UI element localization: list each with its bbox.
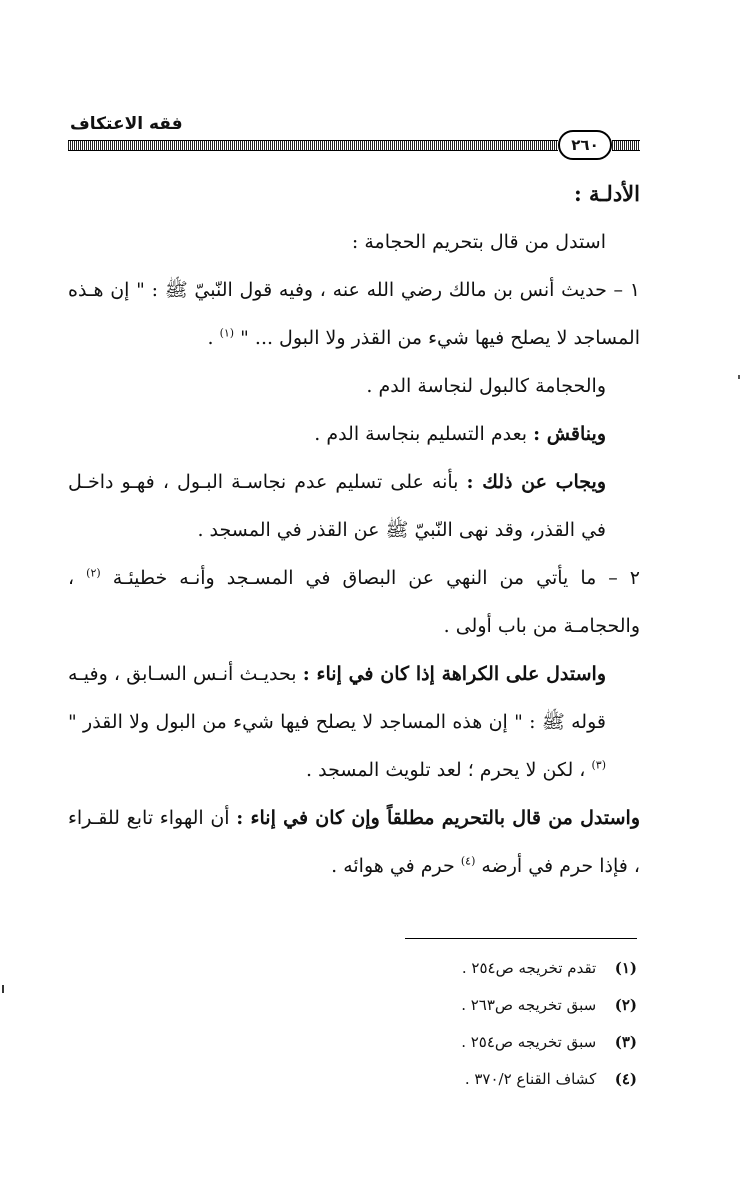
header-rule (68, 140, 558, 151)
paragraph-8-end: حرم في هوائه . (331, 855, 455, 877)
running-title: فقه الاعتكاف (70, 114, 183, 134)
footnote-ref-3: (٣) (591, 758, 606, 772)
paragraph-4-text: بعدم التسليم بنجاسة الدم . (314, 423, 528, 445)
section-heading: الأدلـة : (573, 181, 640, 206)
paragraph-1: استدل من قال بتحريم الحجامة : (351, 231, 606, 253)
paragraph-6-end: ، والحجامـة من باب أولى . (68, 567, 640, 637)
footnote-text: تقدم تخريجه ص٢٥٤ . (461, 959, 597, 977)
footnote-number: (٢) (614, 996, 637, 1014)
paragraph-8-text: أن الهواء تابع للقـراء ، فإذا حرم في أرضه (68, 807, 640, 877)
footnote-text: سبق تخريجه ص٢٥٤ . (461, 1033, 597, 1051)
paragraph-5-label: ويجاب عن ذلك : (466, 471, 607, 493)
footnote-text: كشاف القناع ٣٧٠/٢ . (464, 1070, 597, 1088)
paragraph-5-text: بأنه على تسليم عدم نجاسـة البـول ، فهـو داخـل في القذر، وقد نهى النّبيّ ﷺ عن القذر في المسجد . (68, 471, 606, 541)
footnotes (300, 950, 637, 1098)
footnote-ref-2: (٢) (86, 566, 101, 580)
paragraph-2-end: . (207, 327, 214, 349)
footnote-item (300, 987, 637, 1024)
paragraph-8-label: واستدل من قال بالتحريم مطلقاً وإن كان في إناء : (236, 807, 640, 829)
footnote-item (300, 1061, 637, 1098)
paragraph-4-label: ويناقش : (533, 423, 606, 445)
footnote-item (300, 1024, 637, 1061)
paragraph-7-label: واستدل على الكراهة إذا كان في إناء : (302, 663, 607, 685)
scan-mark (2, 985, 4, 993)
footnote-number: (٣) (614, 1033, 637, 1051)
page-number: ٢٦٠ (558, 130, 612, 160)
paragraph-2-text: ١ – حديث أنس بن مالك رضي الله عنه ، وفيه قول النّبيّ ﷺ : " إن هـذه المساجد لا يصلح فيها شيء من القذر ولا البول ... " (68, 279, 640, 349)
paragraph-5 (68, 458, 640, 554)
paragraph-2 (68, 266, 640, 362)
footnote-number: (١) (614, 959, 637, 977)
paragraph-6-text: ٢ – ما يأتي من النهي عن البصاق في المسـجد وأنـه خطيئـة (112, 567, 641, 589)
footnote-text: سبق تخريجه ص٢٦٣ . (461, 996, 597, 1014)
footnote-ref-1: (١) (219, 326, 235, 340)
paragraph-8 (68, 794, 640, 890)
footnote-divider (405, 938, 637, 939)
paragraph-7-end: ، لكن لا يحرم ؛ لعد تلويث المسجد . (306, 759, 586, 781)
scan-mark (738, 375, 740, 379)
paragraph-3: والحجامة كالبول لنجاسة الدم . (366, 375, 606, 397)
footnote-item (300, 950, 637, 987)
footnote-ref-4: (٤) (460, 854, 476, 868)
paragraph-7-text: بحديـث أنـس السـابق ، وفيـه قوله ﷺ : " إن هذه المساجد لا يصلح فيها شيء من البول ولا القذر " (68, 663, 606, 733)
paragraph-6 (68, 554, 640, 650)
main-text (68, 170, 640, 890)
footnote-number: (٤) (614, 1070, 637, 1088)
paragraph-4 (68, 410, 640, 458)
paragraph-7 (68, 650, 640, 794)
header-rule-tail (612, 140, 640, 151)
